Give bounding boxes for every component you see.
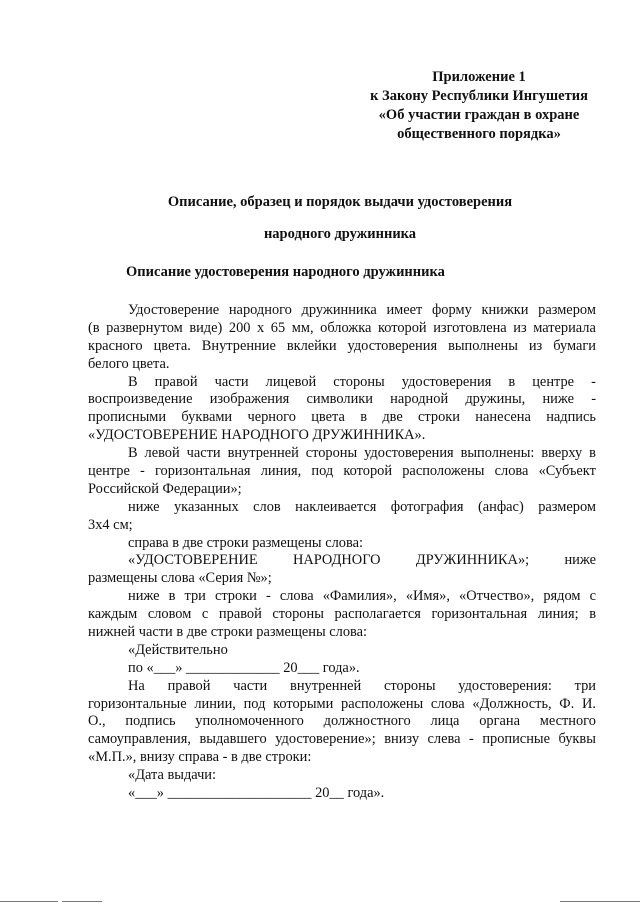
body-word: горизонтальная	[154, 463, 251, 480]
body-word: центре	[88, 463, 130, 480]
body-word: изготовлена	[433, 319, 507, 336]
body-word: «___» ____________________ 20__ года».	[128, 785, 385, 802]
body-word: книжки	[481, 302, 529, 318]
body-word: правой	[167, 677, 211, 694]
body-word: белого цвета.	[88, 355, 170, 372]
body-word: удостоверения	[347, 337, 438, 354]
body-word: строки	[214, 588, 257, 605]
body-word: «Действительно	[128, 641, 228, 658]
annex-line: к Закону Республики Ингушетия	[370, 88, 588, 104]
document-title	[60, 193, 620, 257]
body-word: под	[311, 463, 334, 480]
body-line	[88, 552, 596, 570]
body-word: строки	[418, 409, 460, 426]
body-word: расположены	[341, 695, 424, 712]
body-word: форму	[431, 302, 472, 318]
body-word: изображения	[209, 391, 290, 408]
body-word: органа	[479, 713, 520, 730]
body-word: центре	[532, 373, 575, 390]
body-word: линия,	[260, 463, 302, 480]
body-word: которой	[343, 463, 393, 480]
body-word: фотография	[390, 498, 464, 515]
body-text	[88, 302, 596, 803]
body-word: прописные	[482, 731, 550, 748]
body-line	[88, 302, 596, 320]
scan-edge-marks	[0, 898, 640, 905]
body-word: располагается	[334, 606, 421, 623]
body-word: символики	[306, 391, 373, 408]
body-word: правой	[218, 606, 262, 623]
body-word: дружинника	[301, 302, 377, 318]
body-word: в	[360, 409, 367, 426]
body-word: «Имя»,	[405, 588, 450, 605]
annex-line: «Об участии граждан в охране	[378, 107, 580, 123]
body-word: с	[589, 588, 596, 605]
body-word: справа в две строки размещены слова:	[128, 534, 363, 551]
body-word: стороны	[333, 373, 385, 390]
body-word: ниже	[128, 498, 160, 515]
body-word: обложка	[320, 319, 372, 336]
body-word: В	[128, 445, 138, 462]
body-word: материала	[533, 319, 596, 336]
body-word: размещены слова «Серия №»;	[88, 570, 272, 587]
body-line	[88, 445, 596, 463]
body-word: «М.П.», внизу справа - в две строки:	[88, 749, 312, 766]
body-line	[88, 463, 596, 481]
body-word: слова	[494, 463, 529, 480]
body-line	[88, 535, 596, 553]
body-word: -	[591, 391, 596, 408]
body-word: «Отчество»,	[459, 588, 535, 605]
body-word: лицевой	[265, 373, 317, 390]
body-word: из	[528, 337, 543, 354]
body-word: выдавшего	[199, 731, 267, 748]
body-word: нанесена	[475, 409, 531, 426]
body-word: воспроизведение	[88, 391, 193, 408]
body-word: 200	[228, 319, 251, 336]
body-word: х	[257, 319, 265, 336]
body-word: В	[128, 373, 138, 390]
body-word: размером	[538, 302, 596, 318]
body-word: слова	[279, 588, 314, 605]
body-word: цвета.	[153, 337, 191, 354]
body-word: дружины,	[465, 391, 526, 408]
body-word: НАРОДНОГО	[292, 552, 381, 569]
body-word: Удостоверение	[128, 302, 220, 318]
body-word: части	[233, 677, 268, 694]
body-line	[88, 517, 596, 535]
body-word: 65	[270, 319, 286, 336]
body-word: нижней части в две строки размещены слова:	[88, 624, 368, 641]
body-word: в	[589, 606, 596, 623]
body-word: «Субъект	[538, 463, 596, 480]
body-word: -	[140, 463, 145, 480]
body-word: черного	[247, 409, 296, 426]
body-word: ниже	[542, 391, 575, 408]
body-word: наклеивается	[295, 498, 377, 515]
body-word: удостоверения	[401, 373, 492, 390]
body-word: -	[469, 731, 474, 748]
body-word: удостоверения	[364, 445, 454, 462]
body-word: выполнены:	[460, 445, 535, 462]
body-word: которой	[377, 319, 427, 336]
body-word: -	[591, 373, 596, 390]
body-word: народной	[390, 391, 449, 408]
body-word: вклейки	[286, 337, 337, 354]
body-word: надпись	[546, 409, 596, 426]
body-line	[88, 642, 596, 660]
body-word: три	[184, 588, 206, 605]
body-word: части	[214, 373, 249, 390]
body-word: виде)	[189, 319, 223, 336]
section-title: Описание удостоверения народного дружинника	[126, 264, 445, 280]
body-line	[88, 570, 596, 588]
body-word: каждым	[88, 606, 138, 623]
body-word: выполнены	[448, 337, 518, 354]
body-word: линия;	[537, 606, 579, 623]
body-word: бумаги	[553, 337, 596, 354]
body-word: народного	[228, 302, 292, 318]
body-word: На	[128, 677, 145, 694]
body-word: уполномоченного	[195, 713, 304, 730]
body-line	[88, 660, 596, 678]
body-word: «УДОСТОВЕРЕНИЕ	[128, 552, 258, 569]
body-word: стороны	[305, 445, 358, 462]
body-word: левой	[144, 445, 180, 462]
body-word: ниже	[564, 552, 596, 569]
body-word: внутренней	[290, 677, 362, 694]
body-word: имеет	[386, 302, 423, 318]
body-word: самоуправления,	[88, 731, 191, 748]
body-word: удостоверение»;	[275, 731, 376, 748]
body-word: должностного	[323, 713, 411, 730]
body-word: 3х4 см;	[88, 516, 133, 533]
body-word: в	[589, 445, 596, 462]
body-line	[88, 678, 596, 696]
annex-header	[348, 68, 610, 144]
body-line	[88, 320, 596, 338]
body-word: цвета	[311, 409, 345, 426]
body-line	[88, 588, 596, 606]
body-line	[88, 409, 596, 427]
body-word: -	[265, 588, 271, 605]
body-line	[88, 338, 596, 356]
body-line	[88, 696, 596, 714]
body-word: словом	[147, 606, 192, 623]
body-line	[88, 356, 596, 374]
body-line	[88, 481, 596, 499]
body-word: слов	[253, 498, 281, 515]
body-word: из	[513, 319, 527, 336]
body-word: вверху	[541, 445, 583, 462]
body-word: И.	[581, 695, 596, 712]
annex-line: Приложение 1	[432, 69, 526, 85]
body-word: стороны	[384, 677, 436, 694]
body-word: горизонтальная	[431, 606, 528, 623]
body-word: три	[574, 677, 596, 694]
body-word: в	[168, 588, 176, 605]
body-word: которыми	[273, 695, 334, 712]
body-word: местного	[539, 713, 596, 730]
body-word: ниже	[128, 588, 160, 605]
body-word: расположены	[402, 463, 485, 480]
body-word: внутренней	[227, 445, 299, 462]
body-word: под	[243, 695, 266, 712]
body-word: Российской Федерации»;	[88, 480, 242, 497]
body-line	[88, 606, 596, 624]
body-line	[88, 427, 596, 445]
body-word: внизу	[384, 731, 420, 748]
body-word: Ф.	[559, 695, 575, 712]
body-line	[88, 785, 596, 803]
body-line	[88, 731, 596, 749]
body-line	[88, 713, 596, 731]
body-line	[88, 749, 596, 767]
body-word: по «___» _____________ 20___ года».	[128, 659, 360, 676]
body-word: Внутренние	[201, 337, 276, 354]
body-word: «УДОСТОВЕРЕНИЕ НАРОДНОГО ДРУЖИННИКА».	[88, 427, 426, 444]
body-word: лица	[430, 713, 460, 730]
annex-line: общественного порядка»	[397, 126, 561, 142]
body-word: прописными	[88, 409, 167, 426]
body-word: в	[508, 373, 516, 390]
body-word: (в	[88, 319, 100, 336]
body-word: правой	[154, 373, 198, 390]
body-word: две	[382, 409, 403, 426]
body-word: (анфас)	[477, 498, 524, 515]
body-word: указанных	[173, 498, 239, 515]
body-word: развернутом	[106, 319, 183, 336]
body-line	[88, 391, 596, 409]
body-word: удостоверения:	[458, 677, 552, 694]
body-word: ДРУЖИННИКА»;	[415, 552, 530, 569]
body-word: буквы	[558, 731, 596, 748]
body-word: «Дата выдачи:	[128, 767, 217, 784]
body-word: рядом	[543, 588, 581, 605]
body-line	[88, 624, 596, 642]
body-line	[88, 499, 596, 517]
body-word: «Фамилия»,	[322, 588, 397, 605]
body-word: стороны	[272, 606, 324, 623]
body-word: линии,	[194, 695, 236, 712]
body-word: горизонтальные	[88, 695, 187, 712]
body-line	[88, 767, 596, 785]
body-word: слева	[427, 731, 461, 748]
body-word: размером	[538, 498, 596, 515]
body-word: подпись	[125, 713, 176, 730]
body-word: части	[186, 445, 221, 462]
body-word: «Должность,	[472, 695, 552, 712]
body-line	[88, 374, 596, 392]
title-line: Описание, образец и порядок выдачи удостоверения	[167, 194, 513, 210]
body-word: слова	[430, 695, 465, 712]
body-word: буквами	[181, 409, 233, 426]
body-word: с	[201, 606, 209, 623]
title-line: народного дружинника	[263, 226, 417, 242]
body-word: О.,	[88, 713, 106, 730]
body-word: мм,	[291, 319, 314, 336]
body-word: красного	[88, 337, 143, 354]
